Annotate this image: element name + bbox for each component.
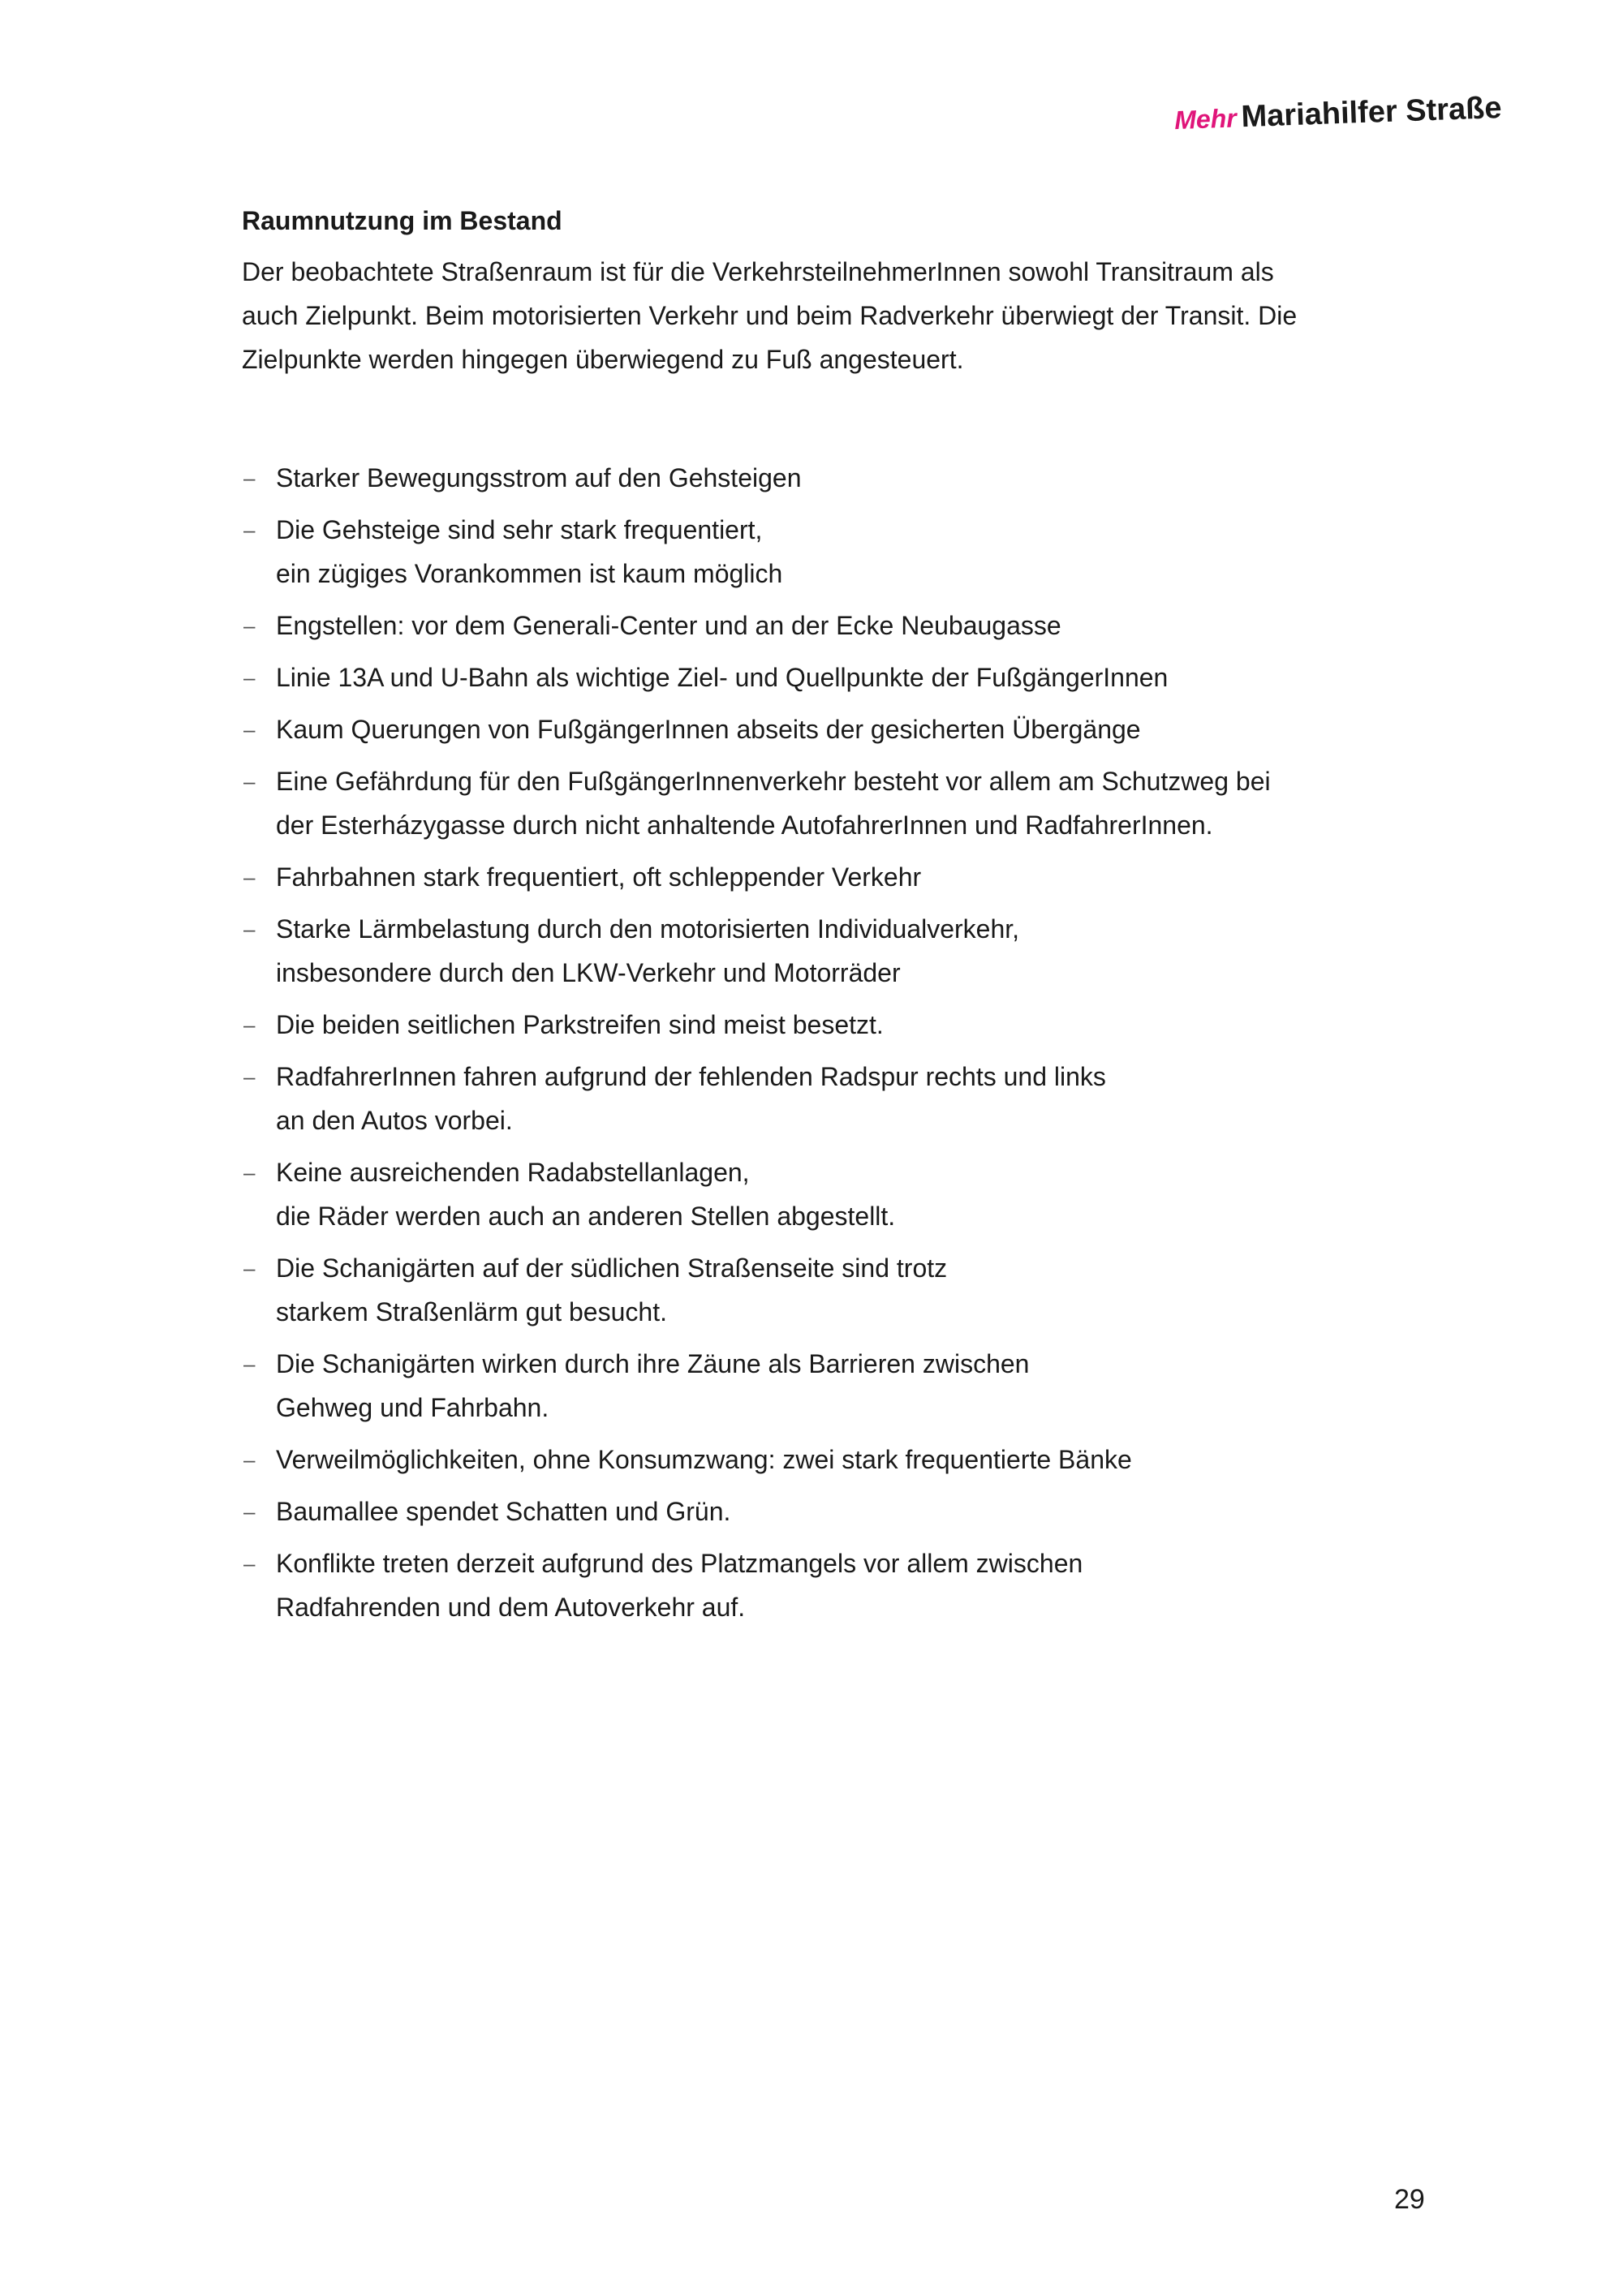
intro-paragraph xyxy=(242,250,1410,381)
dash-bullet-icon: – xyxy=(243,1013,256,1037)
dash-bullet-icon: – xyxy=(243,1160,256,1185)
list-item xyxy=(242,1490,1427,1533)
page-content xyxy=(242,203,1427,1637)
list-item-line: Die Schanigärten wirken durch ihre Zäune als Barrieren zwischen xyxy=(276,1349,1030,1378)
dash-bullet-icon: – xyxy=(243,665,256,690)
dash-bullet-icon: – xyxy=(243,1447,256,1472)
section-heading: Raumnutzung im Bestand xyxy=(242,206,562,235)
list-item-line: der Esterházygasse durch nicht anhaltende AutofahrerInnen und RadfahrerInnen. xyxy=(276,810,1213,840)
list-item-line: Verweilmöglichkeiten, ohne Konsumzwang: zwei stark frequentierte Bänke xyxy=(276,1445,1132,1474)
list-item xyxy=(242,508,1427,595)
list-item xyxy=(242,1438,1427,1481)
list-item-line: Starker Bewegungsstrom auf den Gehsteigen xyxy=(276,463,802,492)
list-item xyxy=(242,1055,1427,1142)
dash-bullet-icon: – xyxy=(243,613,256,638)
brand-name: Mariahilfer Straße xyxy=(1240,91,1502,135)
list-item xyxy=(242,656,1427,699)
list-item xyxy=(242,1003,1427,1047)
brand-logo xyxy=(1173,91,1502,137)
list-item-line: Radfahrenden und dem Autoverkehr auf. xyxy=(276,1593,746,1622)
observation-list xyxy=(242,456,1427,1629)
dash-bullet-icon: – xyxy=(243,865,256,889)
dash-bullet-icon: – xyxy=(243,917,256,941)
dash-bullet-icon: – xyxy=(243,1352,256,1376)
list-item-line: Baumallee spendet Schatten und Grün. xyxy=(276,1497,731,1526)
list-item-line: Fahrbahnen stark frequentiert, oft schleppender Verkehr xyxy=(276,862,922,892)
dash-bullet-icon: – xyxy=(243,1064,256,1089)
list-item xyxy=(242,1541,1427,1629)
list-item-line: Eine Gefährdung für den FußgängerInnenverkehr besteht vor allem am Schutzweg bei xyxy=(276,767,1271,796)
brand-prefix: Mehr xyxy=(1173,103,1237,135)
list-item xyxy=(242,855,1427,899)
dash-bullet-icon: – xyxy=(243,769,256,793)
list-item-line: Linie 13A und U-Bahn als wichtige Ziel- und Quellpunkte der FußgängerInnen xyxy=(276,663,1169,692)
intro-line: Zielpunkte werden hingegen überwiegend zu Fuß angesteuert. xyxy=(242,345,964,374)
list-item-line: starkem Straßenlärm gut besucht. xyxy=(276,1297,667,1326)
dash-bullet-icon: – xyxy=(243,518,256,542)
list-item xyxy=(242,1150,1427,1238)
intro-line: auch Zielpunkt. Beim motorisierten Verkehr und beim Radverkehr überwiegt der Transit. Die xyxy=(242,301,1298,330)
list-item xyxy=(242,604,1427,647)
list-item-line: Engstellen: vor dem Generali-Center und an der Ecke Neubaugasse xyxy=(276,611,1061,640)
list-item-line: Die beiden seitlichen Parkstreifen sind meist besetzt. xyxy=(276,1010,884,1039)
list-item-line: insbesondere durch den LKW-Verkehr und Motorräder xyxy=(276,958,901,987)
list-item-line: Kaum Querungen von FußgängerInnen abseits der gesicherten Übergänge xyxy=(276,715,1141,744)
list-item-line: Konflikte treten derzeit aufgrund des Platzmangels vor allem zwischen xyxy=(276,1549,1083,1578)
list-item-line: Die Schanigärten auf der südlichen Straßenseite sind trotz xyxy=(276,1253,948,1283)
list-item-line: Gehweg und Fahrbahn. xyxy=(276,1393,549,1422)
list-item xyxy=(242,1342,1427,1430)
page-number: 29 xyxy=(1394,2184,1425,2215)
list-item-line: an den Autos vorbei. xyxy=(276,1106,513,1135)
dash-bullet-icon: – xyxy=(243,1499,256,1524)
list-item-line: Die Gehsteige sind sehr stark frequentiert, xyxy=(276,515,763,544)
list-item-line: die Räder werden auch an anderen Stellen abgestellt. xyxy=(276,1202,896,1231)
list-item-line: Keine ausreichenden Radabstellanlagen, xyxy=(276,1158,750,1187)
list-item-line: ein zügiges Vorankommen ist kaum möglich xyxy=(276,559,783,588)
intro-line: Der beobachtete Straßenraum ist für die VerkehrsteilnehmerInnen sowohl Transitraum als xyxy=(242,257,1274,286)
list-item xyxy=(242,456,1427,500)
list-item-line: Starke Lärmbelastung durch den motorisierten Individualverkehr, xyxy=(276,914,1020,944)
list-item xyxy=(242,707,1427,751)
dash-bullet-icon: – xyxy=(243,466,256,490)
dash-bullet-icon: – xyxy=(243,1551,256,1576)
dash-bullet-icon: – xyxy=(243,1256,256,1280)
list-item xyxy=(242,759,1427,847)
list-item-line: RadfahrerInnen fahren aufgrund der fehlenden Radspur rechts und links xyxy=(276,1062,1106,1091)
list-item xyxy=(242,907,1427,995)
dash-bullet-icon: – xyxy=(243,717,256,742)
list-item xyxy=(242,1246,1427,1334)
